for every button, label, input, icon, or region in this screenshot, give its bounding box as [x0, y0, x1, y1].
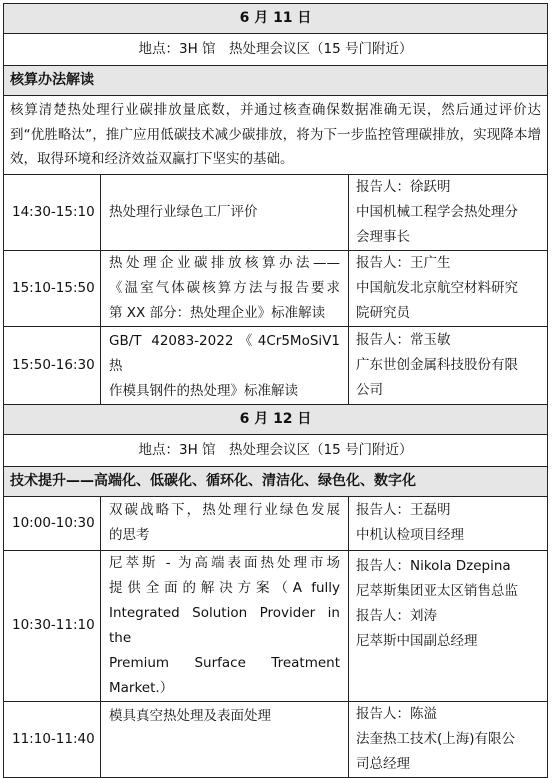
schedule-table — [3, 3, 548, 778]
session-time: 15:10-15:50 — [4, 250, 101, 326]
speaker-line: 中机认检项目经理 — [356, 527, 464, 543]
location-row — [4, 34, 548, 66]
topic-line: 双碳战略下，热处理行业绿色发展 — [109, 502, 340, 518]
location-row — [4, 434, 548, 466]
topic-line: 热处理企业碳排放核算办法—— — [109, 254, 340, 271]
session-topic — [101, 701, 349, 777]
session-time: 11:10-11:40 — [4, 701, 101, 777]
session-speaker — [349, 250, 548, 326]
topic-line: 提供全面的解决方案（A fully — [109, 579, 340, 596]
topic-line: 第 XX 部分：热处理企业》标准解读 — [109, 304, 326, 321]
intro-text: 核算清楚热处理行业碳排放量底数，并通过核查确保数据准确无误，然后通过评价达到“优胜略汰”，推广应用低碳技术减少碳排放，将为下一步监控管理碳排放，实现降本增效，取得环境和经济效益双赢打下坚实的基础。 — [4, 96, 548, 175]
topic-line: 的思考 — [109, 527, 150, 543]
speaker-line: 尼萃斯集团亚太区销售总监 — [356, 582, 518, 599]
theme-title: 技术提升——高端化、低碳化、循环化、清洁化、绿色化、数字化 — [4, 466, 548, 496]
speaker-line: 司总经理 — [356, 755, 410, 772]
speaker-line: 法奎热工技术(上海)有限公 — [356, 730, 516, 747]
speaker-line: 中国航发北京航空材料研究 — [356, 279, 518, 296]
session-time: 10:30-11:10 — [4, 550, 101, 701]
speaker-line: 尼萃斯中国副总经理 — [356, 632, 478, 649]
session-row — [4, 250, 548, 326]
speaker-line: 广东世创金属科技股份有限 — [356, 356, 518, 373]
session-topic — [101, 326, 349, 404]
day-header — [4, 4, 548, 34]
topic-line: GB/T 42083-2022《4Cr5MoSiV1 热 — [109, 332, 340, 374]
topic-line: 模具真空热处理及表面处理 — [109, 707, 271, 724]
location-text: 地点：3H 馆 热处理会议区（15 号门附近） — [4, 34, 548, 66]
session-time: 10:00-10:30 — [4, 496, 101, 550]
session-speaker — [349, 550, 548, 701]
topic-line: 作模具钢件的热处理》标准解读 — [109, 382, 298, 399]
theme-title: 核算办法解读 — [4, 66, 548, 96]
speaker-line: 公司 — [356, 381, 383, 398]
session-row — [4, 326, 548, 404]
speaker-line: 报告人：王广生 — [356, 254, 451, 271]
session-time: 15:50-16:30 — [4, 326, 101, 404]
session-time: 14:30-15:10 — [4, 174, 101, 250]
day-date: 6 月 12 日 — [4, 404, 548, 434]
topic-line: 《温室气体碳核算方法与报告要求 — [109, 279, 340, 296]
schedule-page — [3, 3, 547, 778]
session-row — [4, 174, 548, 250]
session-speaker — [349, 174, 548, 250]
speaker-line: 报告人：刘涛 — [356, 607, 437, 624]
theme-row — [4, 66, 548, 96]
session-row — [4, 496, 548, 550]
location-text: 地点：3H 馆 热处理会议区（15 号门附近） — [4, 434, 548, 466]
day-date: 6 月 11 日 — [4, 4, 548, 34]
speaker-line: 报告人：陈溢 — [356, 705, 437, 722]
speaker-line: 中国机械工程学会热处理分 — [356, 203, 518, 220]
session-row — [4, 701, 548, 777]
session-topic — [101, 250, 349, 326]
day-header — [4, 404, 548, 434]
speaker-line: 报告人：徐跃明 — [356, 178, 451, 195]
topic-line: 热处理行业绿色工厂评价 — [109, 203, 258, 220]
session-speaker — [349, 701, 548, 777]
speaker-line: 报告人：Nikola Dzepina — [356, 557, 511, 574]
topic-line: Premium Surface Treatment — [109, 654, 340, 671]
speaker-line: 报告人：常玉敏 — [356, 331, 451, 348]
speaker-line: 报告人：王磊明 — [356, 502, 451, 518]
session-topic — [101, 550, 349, 701]
speaker-line: 院研究员 — [356, 304, 410, 321]
topic-line: Integrated Solution Provider in the — [109, 604, 340, 646]
theme-row — [4, 466, 548, 496]
intro-row — [4, 96, 548, 175]
topic-line: 尼萃斯 - 为高端表面热处理市场 — [109, 554, 340, 571]
session-topic — [101, 174, 349, 250]
session-row — [4, 550, 548, 701]
topic-line: Market.） — [109, 679, 174, 696]
speaker-line: 会理事长 — [356, 228, 410, 245]
session-speaker — [349, 496, 548, 550]
session-speaker — [349, 326, 548, 404]
session-topic — [101, 496, 349, 550]
